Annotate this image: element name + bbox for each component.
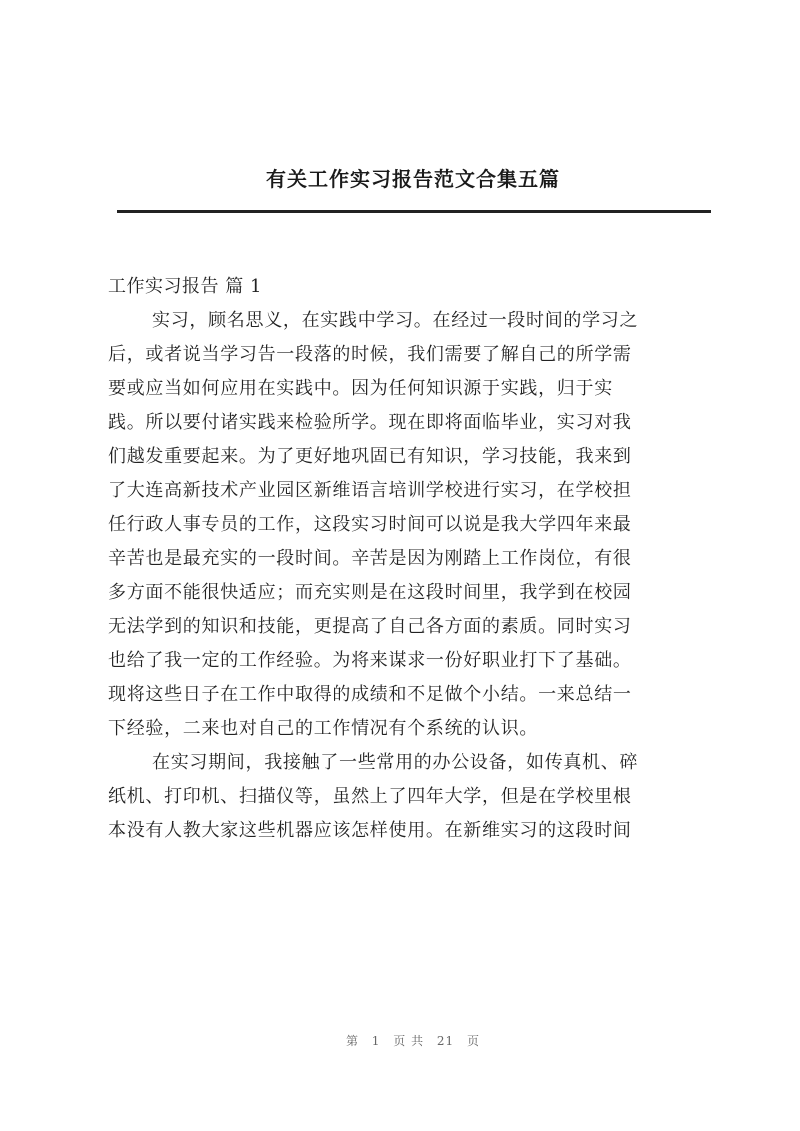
paragraph-1 xyxy=(108,304,708,746)
document-title: 有关工作实习报告范文合集五篇 xyxy=(266,167,560,191)
paragraph-line: 实习，顾名思义，在实践中学习。在经过一段时间的学习之 xyxy=(152,310,639,331)
paragraph-line: 纸机、打印机、扫描仪等，虽然上了四年大学，但是在学校里根 xyxy=(108,786,632,807)
paragraph-line: 任行政人事专员的工作，这段实习时间可以说是我大学四年来最 xyxy=(108,514,632,535)
paragraph-line: 践。所以要付诸实践来检验所学。现在即将面临毕业，实习对我 xyxy=(108,412,632,433)
paragraph-line: 了大连高新技术产业园区新维语言培训学校进行实习，在学校担 xyxy=(108,480,632,501)
paragraph-line: 本没有人教大家这些机器应该怎样使用。在新维实习的这段时间 xyxy=(108,820,632,841)
footer-page-number: 1 xyxy=(371,1034,381,1048)
paragraph-line: 要或应当如何应用在实践中。因为任何知识源于实践，归于实 xyxy=(108,378,613,399)
footer-prefix: 第 xyxy=(345,1034,359,1048)
paragraph-2 xyxy=(108,746,708,848)
paragraph-line: 也给了我一定的工作经验。为将来谋求一份好职业打下了基础。 xyxy=(108,650,632,671)
paragraph-line: 在实习期间，我接触了一些常用的办公设备，如传真机、碎 xyxy=(152,752,639,773)
page-footer xyxy=(0,1032,800,1049)
paragraph-line: 无法学到的知识和技能，更提高了自己各方面的素质。同时实习 xyxy=(108,616,632,637)
section-heading: 工作实习报告 篇 1 xyxy=(108,276,262,297)
paragraph-line: 后，或者说当学习告一段落的时候，我们需要了解自己的所学需 xyxy=(108,344,632,365)
paragraph-line: 现将这些日子在工作中取得的成绩和不足做个小结。一来总结一 xyxy=(108,684,632,705)
paragraph-line: 下经验，二来也对自己的工作情况有个系统的认识。 xyxy=(108,718,539,739)
title-underline xyxy=(117,210,711,213)
paragraph-line: 们越发重要起来。为了更好地巩固已有知识，学习技能，我来到 xyxy=(108,446,632,467)
footer-suffix: 页 xyxy=(467,1034,481,1048)
paragraph-line: 辛苦也是最充实的一段时间。辛苦是因为刚踏上工作岗位，有很 xyxy=(108,548,632,569)
footer-total-pages: 21 xyxy=(436,1034,455,1048)
footer-middle: 页 共 xyxy=(393,1034,425,1048)
document-body xyxy=(108,270,708,848)
paragraph-line: 多方面不能很快适应；而充实则是在这段时间里，我学到在校园 xyxy=(108,582,632,603)
